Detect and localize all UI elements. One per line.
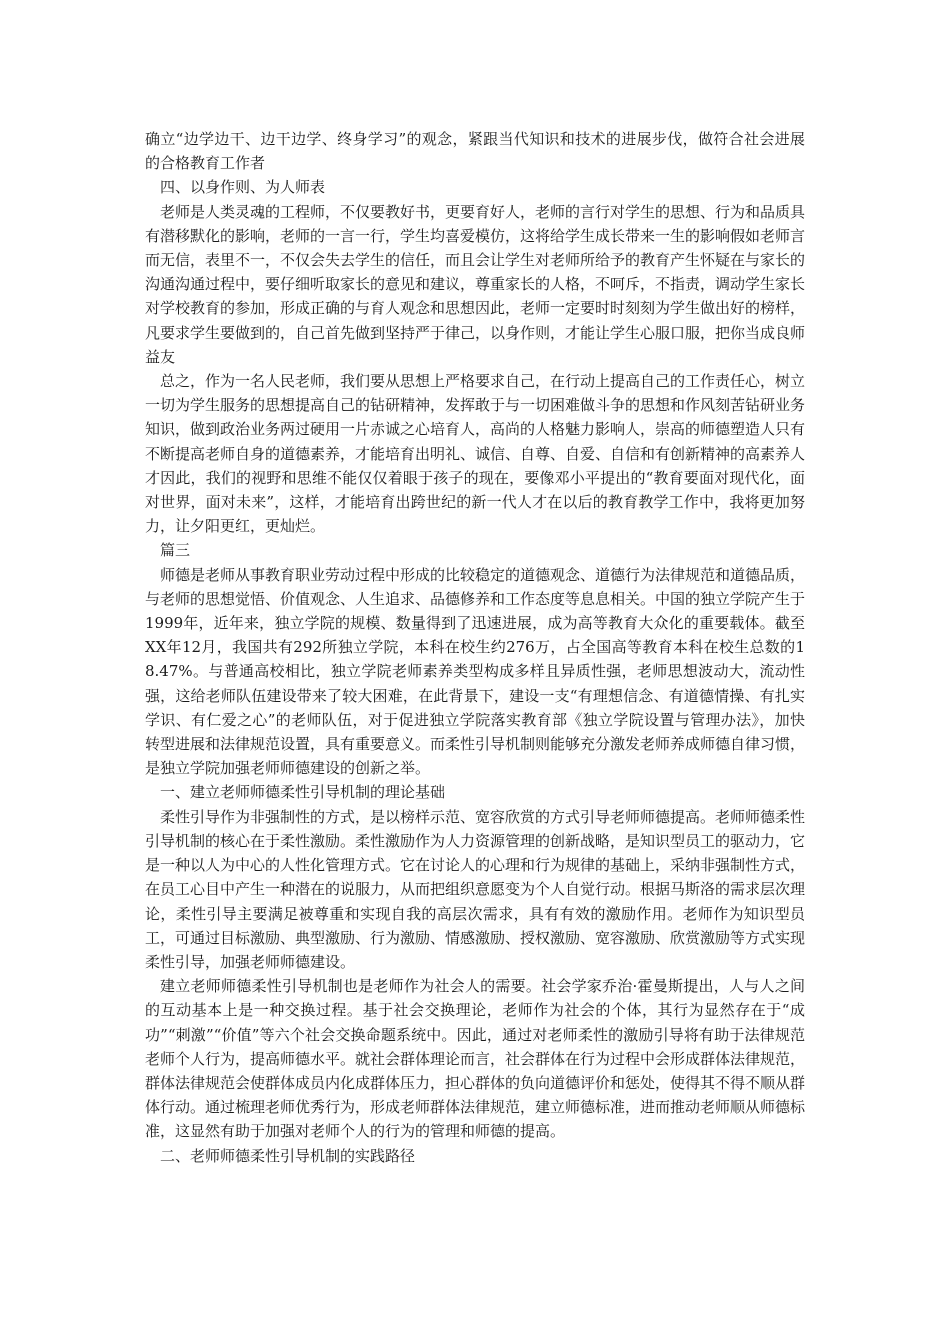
- paragraph-ethics-definition: 师德是老师从事教育职业劳动过程中形成的比较稳定的道德观念、道德行为法律规范和道德品质，与老师的思想觉悟、价值观念、人生追求、品德修养和工作态度等息息相关。中国的独立学院产生于1999年，近年来，独立学院的规模、数量得到了迅速进展，成为高等教育大众化的重要载体。截至XX年12月，我国共有292所独立学院，本科在校生约276万，占全国高等教育本科在校生总数的18.47%。与普通高校相比，独立学院老师素养类型构成多样且异质性强，老师思想波动大，流动性强，这给老师队伍建设带来了较大困难，在此背景下，建设一支“有理想信念、有道德情操、有扎实学识、有仁爱之心”的老师队伍，对于促进独立学院落实教育部《独立学院设置与管理办法》，加快转型进展和法律规范设置，具有重要意义。而柔性引导机制则能够充分激发老师养成师德自律习惯，是独立学院加强老师师德建设的创新之举。: [145, 565, 806, 778]
- paragraph-intro: 确立“边学边干、边干边学、终身学习”的观念，紧跟当代知识和技术的进展步伐，做符合社会进展的合格教育工作者: [145, 130, 805, 173]
- section-heading-2: 二、老师师德柔性引导机制的实践路径: [160, 1146, 416, 1165]
- paragraph-flexible-guidance: 柔性引导作为非强制性的方式，是以榜样示范、宽容欣赏的方式引导老师师德提高。老师师德柔性引导机制的核心在于柔性激励。柔性激励作为人力资源管理的创新战略，是知识型员工的驱动力，它是一种以人为中心的人性化管理方式。它在讨论人的心理和行为规律的基础上，采纳非强制性方式，在员工心目中产生一种潜在的说服力，从而把组织意愿变为个人自觉行动。根据马斯洛的需求层次理论，柔性引导主要满足被尊重和实现自我的高层次需求，具有有效的激励作用。老师作为知识型员工，可通过目标激励、典型激励、行为激励、情感激励、授权激励、宽容激励、欣赏激励等方式实现柔性引导，加强老师师德建设。: [145, 807, 806, 971]
- paragraph-social-exchange: 建立老师师德柔性引导机制也是老师作为社会人的需要。社会学家乔治·霍曼斯提出，人与人之间的互动基本上是一种交换过程。基于社会交换理论，老师作为社会的个体，其行为显然存在于“成功”“刺激”“价值”等六个社会交换命题系统中。因此，通过对老师柔性的激励引导将有助于法律规范老师个人行为，提高师德水平。就社会群体理论而言，社会群体在行为过程中会形成群体法律规范，群体法律规范会使群体成员内化成群体压力，担心群体的负向道德评价和惩处，使得其不得不顺从群体行动。通过梳理老师优秀行为，形成老师群体法律规范，建立师德标准，进而推动老师顺从师德标准，这显然有助于加强对老师个人的行为的管理和师德的提高。: [145, 977, 806, 1141]
- chapter-heading-3: 篇三: [160, 541, 191, 560]
- paragraph-role-model: 老师是人类灵魂的工程师，不仅要教好书，更要育好人，老师的言行对学生的思想、行为和品质具有潜移默化的影响，老师的一言一行，学生均喜爱模仿，这将给学生成长带来一生的影响假如老师言而无信，表里不一，不仅会失去学生的信任，而且会让学生对老师所给予的教育产生怀疑在与家长的沟通沟通过程中，要仔细听取家长的意见和建议，尊重家长的人格，不呵斥，不指责，调动学生家长对学校教育的参加，形成正确的与育人观念和思想因此，老师一定要时时刻刻为学生做出好的榜样，凡要求学生要做到的，自己首先做到坚持严于律己，以身作则，才能让学生心服口服，把你当成良师益友: [145, 202, 806, 366]
- paragraph-summary: 总之，作为一名人民老师，我们要从思想上严格要求自己，在行动上提高自己的工作责任心，树立一切为学生服务的思想提高自己的钻研精神，发挥敢于与一切困难做斗争的思想和作风刻苦钻研业务知识，做到政治业务两过硬用一片赤诚之心培育人，高尚的人格魅力影响人，崇高的师德塑造人只有不断提高老师自身的道德素养，才能培育出明礼、诚信、自尊、自爱、自信和有创新精神的高素养人才因此，我们的视野和思维不能仅仅着眼于孩子的现在，要像邓小平提出的“教育要面对现代化，面对世界，面对未来”，这样，才能培育出跨世纪的新一代人才在以后的教育教学工作中，我将更加努力，让夕阳更红，更灿烂。: [145, 372, 806, 536]
- section-heading-1: 一、建立老师师德柔性引导机制的理论基础: [160, 783, 446, 802]
- section-heading-4: 四、以身作则、为人师表: [160, 178, 326, 197]
- document-body: [145, 127, 805, 1168]
